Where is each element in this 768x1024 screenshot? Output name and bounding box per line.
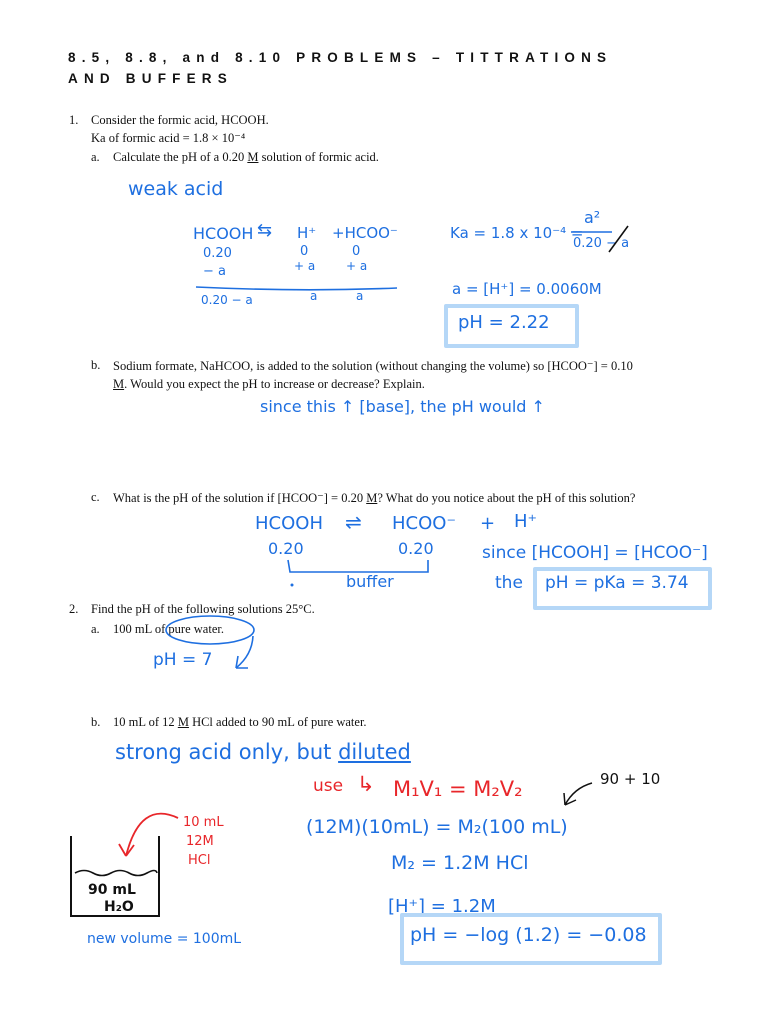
q1b-answer: since this ↑ [base], the pH would ↑	[260, 397, 545, 416]
q1c-eq-hcooh: HCOOH	[255, 513, 323, 534]
q1a-strike-mark	[609, 226, 628, 252]
q1-ka: Ka of formic acid = 1.8 × 10⁻⁴	[91, 131, 246, 145]
q1a-ka-numerator: a²	[584, 208, 601, 227]
q1a-weak-acid-note: weak acid	[128, 178, 224, 200]
beaker-pour-arrow-line	[126, 814, 178, 856]
q1a-letter: a.	[91, 150, 100, 164]
q2b-beaker-water: H₂O	[104, 899, 134, 915]
q1c-prompt: What is the pH of the solution if [HCOO⁻] = 0.20 M? What do you notice about the pH of this solution?	[113, 491, 636, 505]
page-title-line2: AND BUFFERS	[68, 71, 233, 86]
q2b-new-volume: new volume = 100mL	[87, 931, 242, 947]
q1c-eq-h: H⁺	[514, 511, 538, 532]
q1a-ka-denominator: 0.20 − a	[573, 236, 630, 251]
q1b-prompt-line1: Sodium formate, NaHCOO, is added to the solution (without changing the volume) so [HCOO⁻] = 0.10	[113, 359, 633, 373]
q2b-added-molarity: 12M	[186, 834, 214, 849]
q2b-letter: b.	[91, 715, 101, 729]
q2b-use-label: use	[313, 776, 344, 796]
q1a-change-hcooh: − a	[203, 264, 226, 279]
q1a-h-concentration: a = [H⁺] = 0.0060M	[452, 280, 602, 298]
q1c-since-line: since [HCOOH] = [HCOO⁻]	[482, 543, 708, 563]
q2b-volume-note: 90 + 10	[600, 770, 661, 788]
q2b-prompt: 10 mL of 12 M HCl added to 90 mL of pure water.	[113, 715, 367, 729]
q1a-eq-row-hcooh: 0.20 − a	[201, 293, 253, 307]
q1a-change-hcoo: + a	[346, 259, 368, 273]
q1a-ice-divider-line	[196, 287, 397, 290]
q2a-letter: a.	[91, 622, 100, 636]
beaker-pour-arrow-head	[119, 844, 134, 856]
q1a-change-h: + a	[294, 259, 316, 273]
q2b-answer: pH = −log (1.2) = −0.08	[410, 924, 647, 946]
q2b-m2-result: M₂ = 1.2M HCl	[391, 852, 529, 874]
q2a-answer: pH = 7	[153, 650, 213, 670]
q1c-buffer-label: buffer	[346, 572, 394, 591]
q1c-conc-hcooh: 0.20	[268, 539, 304, 558]
q1c-eq-plus: +	[480, 513, 496, 534]
q1a-prompt: Calculate the pH of a 0.20 M solution of formic acid.	[113, 150, 379, 164]
q2b-added-volume: 10 mL	[183, 815, 224, 830]
q2a-circle-mark	[166, 616, 254, 644]
beaker-outline	[71, 836, 159, 916]
q2-intro: Find the pH of the following solutions 25°C.	[91, 602, 315, 616]
q1a-eq-hcoo: +HCOO⁻	[332, 224, 398, 242]
page-title-line1: 8.5, 8.8, and 8.10 PROBLEMS – TITTRATIONS	[68, 50, 613, 65]
q1c-dot	[291, 584, 294, 587]
q1a-ka-expression: Ka = 1.8 x 10⁻⁴ =	[450, 224, 584, 242]
q2b-use-arrow: ↳	[357, 772, 375, 796]
q2a-prompt: 100 mL of pure water.	[113, 622, 224, 636]
q2b-added-acid: HCl	[188, 853, 211, 868]
q1a-init-hcoo: 0	[352, 244, 361, 259]
q1b-letter: b.	[91, 358, 101, 372]
q1c-answer: pH = pKa = 3.74	[545, 573, 689, 593]
q1a-answer: pH = 2.22	[458, 312, 550, 333]
q1c-letter: c.	[91, 490, 100, 504]
q2b-h-concentration: [H⁺] = 1.2M	[388, 896, 496, 917]
q2b-substitution: (12M)(10mL) = M₂(100 mL)	[306, 816, 568, 838]
q2b-dilution-formula: M₁V₁ = M₂V₂	[393, 777, 523, 801]
q1a-eq-hcooh: HCOOH	[193, 224, 254, 243]
q1c-eq-arrow: ⇌	[345, 510, 362, 534]
q1c-eq-hcoo: HCOO⁻	[392, 513, 456, 534]
q1c-buffer-bracket	[288, 560, 428, 572]
q1a-eq-arrow: ⇆	[257, 220, 273, 241]
q1a-init-h: 0	[300, 244, 309, 259]
q2-number: 2.	[69, 602, 79, 616]
q2b-beaker-volume: 90 mL	[88, 882, 136, 898]
q1c-conc-hcoo: 0.20	[398, 539, 434, 558]
q1c-the-label: the	[495, 573, 523, 593]
q1a-eq-h: H⁺	[297, 224, 317, 242]
q1a-eq-row-h: a	[310, 289, 318, 303]
q2b-volume-arrow-line	[565, 783, 592, 805]
q1b-prompt-line2: M. Would you expect the pH to increase or decrease? Explain.	[113, 377, 425, 391]
q1a-eq-row-hcoo: a	[356, 289, 364, 303]
q1-intro: Consider the formic acid, HCOOH.	[91, 113, 269, 127]
q2b-heading: strong acid only, but diluted	[115, 740, 411, 764]
beaker-water-surface	[75, 871, 157, 876]
q1-number: 1.	[69, 113, 79, 127]
q1a-init-hcooh: 0.20	[203, 246, 232, 261]
